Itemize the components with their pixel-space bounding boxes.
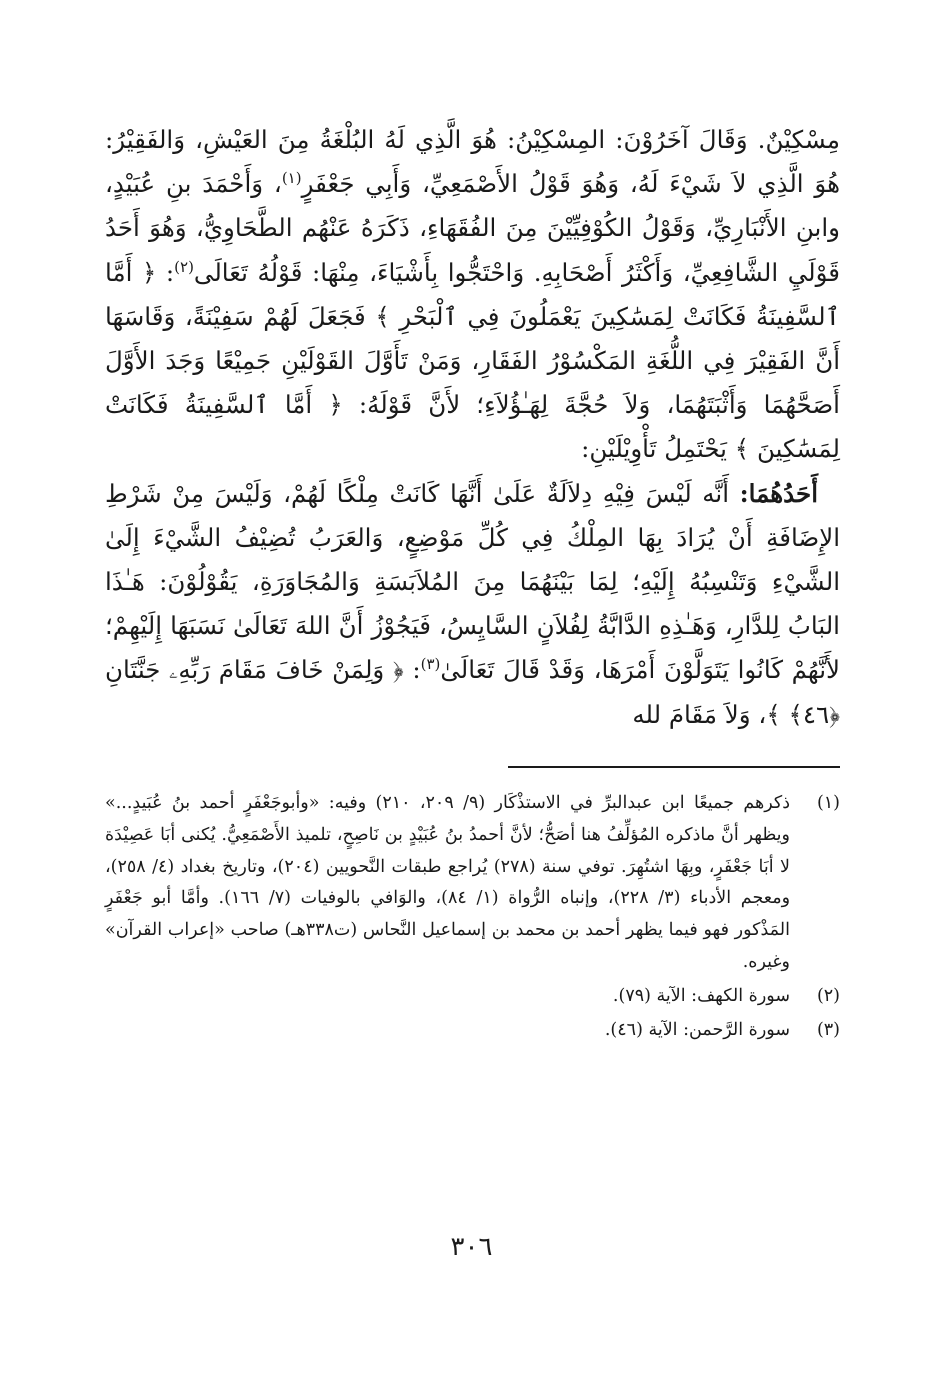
text-segment: فَجَعَلَ لَهُمْ سَفِيْنَةً، وَقَاسَهَا أَنَّ الفَقِيْرَ فِي اللُّغَةِ المَكْسُوْرُ الفَقَارِ، وَمَنْ تَأَوَّلَ القَوْلَيْنِ جَمِيْعًا وَجَدَ الأَوَّلَ أَصَحَّهُمَا وَأَثْبَتَهُمَا، وَلاَ حُجَّةَ لِهَـٰؤُلاَءِ؛ لأَنَّ قَوْلَهُ: (105, 301, 840, 420)
footnote-text: سورة الرَّحمن: الآية (٤٦). (604, 1019, 790, 1040)
page-number: ٣٠٦ (450, 1232, 493, 1262)
text-segment: أَنَّه لَيْسَ فِيْهِ دِلاَلَةٌ عَلَىٰ أَنَّهَا كَانَتْ مِلْكًا لَهُمْ، وَلَيْسَ مِنْ شَرْطِ الإِضَافَةِ أَنْ يُرَادَ بِهَا المِلْكُ فِي كُلِّ مَوْضِعٍ، وَالعَرَبُ تُضِيْفُ الشَّيْءَ إِلَىٰ الشَّيْءِ وَتَنْسِبُهُ إِلَيْهِ؛ لِمَا بَيْنَهُمَا مِنَ المُلاَبَسَةِ وَالمُجَاوَرَةِ، يَقُوْلُوْنَ: هَـٰذَا البَابُ لِلدَّارِ، وَهَـٰذِهِ الدَّابَّةُ لِفُلاَنٍ السَّايِسُ، فَيَجُوْزُ أَنَّ اللهَ تَعَالَىٰ نَسَبَهَا إِلَيْهِمْ؛ لأَنَّهُمْ كَانُوا يَتَوَلَّوْنَ أَمْرَهَا، وَقَدْ قَالَ تَعَالَىٰ (105, 478, 841, 685)
footnote-marker-1: (١) (281, 169, 302, 188)
text-segment: يَحْتَمِلُ تَأْوِيْلَيْنِ: (581, 434, 735, 464)
footnote-marker-3: (٣) (420, 655, 441, 674)
footnotes (105, 788, 840, 1048)
footnote-item (105, 981, 840, 1013)
footnote-number: (٣) (816, 1019, 840, 1040)
text-segment: ، وَلاَ مَقَامَ لله (632, 699, 767, 729)
footnote-text: سورة الكهف: الآية (٧٩). (612, 985, 790, 1006)
text-segment: : (403, 655, 421, 685)
footnote-text: ذكرهم جميعًا ابن عبدالبرِّ في الاستذْكَار (٩/ ٢٠٩، ٢١٠) وفيه: «وأبوجَعْفَرٍ أحمد بنُ عُبَيدٍ...» ويظهر أنَّ ماذكره المُؤلِّفُ هنا أصَحُّ؛ لأنَّ أحمدُ بنُ عُبَيْدٍ بن نَاصِحٍ، تلميذ الأَصْمَعِيُّ. يُكنى أبَا عَصِيْدَة لا أبَا جَعْفَرٍ، وبِهَا اشتُهِرَ. توفي سنة (٢٧٨) يُراجع طبقات النَّحويين (٢٠٤)، وتاريخ بغداد (٤/ ٢٥٨)، ومعجم الأدباء (٣/ ٢٢٨)، وإنباه الرُّواة (١/ ٨٤)، والوَافي بالوفيات (٧/ ١٦٦). وأمَّا أبو جَعْفَرٍ المَذْكور فهو فيما يظهر أحمد بن محمد بن إسماعيل النَّحاس (ت٣٣٨هـ) صاحب «إعراب القرآن» وغيره. (105, 793, 791, 972)
quran-verse-1: ﴿ أَمَّا ٱلسَّفِينَةُ فَكَانَتْ لِمَسَٰكِينَ يَعْمَلُونَ فِي ٱلْبَحْرِ ﴾ (105, 257, 840, 331)
paragraph-2 (105, 472, 840, 737)
footnote-item (105, 788, 840, 979)
quran-verse-3: ﴿ وَلِمَنْ خَافَ مَقَامَ رَبِّهِۦ جَنَّتَانِ ﴿٤٦﴾ ﴾ (105, 655, 840, 729)
main-text-block (105, 118, 840, 737)
text-segment: مِسْكِيْنٌ. وَقَالَ آخَرُوْنَ: المِسْكِيْنُ: هُوَ الَّذِي لَهُ البُلْغَةُ مِنَ العَيْشِ، وَالفَقِيْرُ: هُوَ الَّذِي لاَ شَيْءَ لَهُ، وَهُوَ قَوْلُ الأَصْمَعِيِّ، وَأَبِي جَعْفَرٍ (105, 125, 840, 199)
footnote-separator (508, 766, 840, 768)
footnote-number: (٢) (816, 985, 840, 1006)
paragraph-1 (105, 118, 840, 472)
text-segment: ، وَأَحْمَدَ بنِ عُبَيْدٍ، وابنِ الأَنْبَارِيِّ، وَقَوْلُ الكُوْفِيِّيْنَ مِنَ الفُقَهَاءِ، ذَكَرَهُ عَنْهُم الطَّحَاوِيُّ، وَهُوَ أَحَدُ قَوْلَيِ الشَّافِعِيِّ، وَأَكْثَرُ أَصْحَابِهِ. وَاحْتَجُّوا بِأَشْيَاءَ، مِنْهَا: قَوْلُهُ تَعَالَى (105, 169, 840, 287)
quran-verse-2: ﴿ أَمَّا ٱلسَّفِينَةُ فَكَانَتْ لِمَسَٰكِينَ ﴾ (105, 390, 840, 464)
footnote-number: (١) (816, 793, 840, 813)
footnote-marker-2: (٢) (174, 257, 194, 276)
paragraph-lead: أَحَدُهُمَا: (739, 478, 818, 508)
text-segment: : (156, 257, 175, 287)
footnote-item (105, 1015, 840, 1047)
